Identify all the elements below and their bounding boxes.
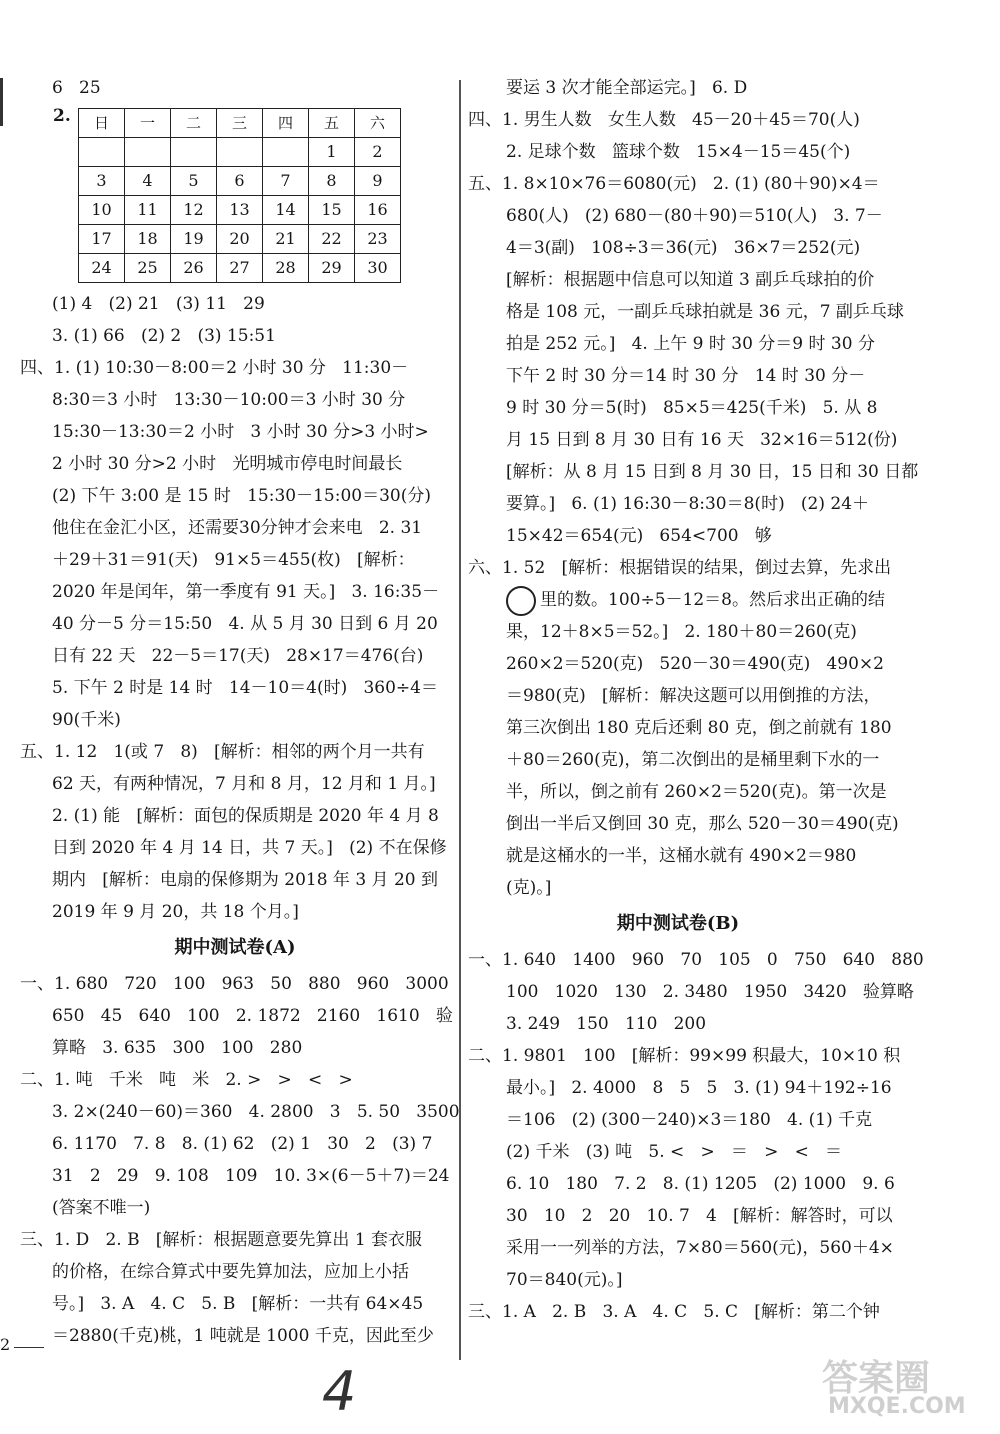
- calendar-row: [79, 196, 401, 225]
- answer-line: 要运 3 次才能全部运完。] 6. D: [506, 78, 748, 98]
- answer-line: 15×42＝654(元) 654<700 够: [506, 526, 772, 546]
- calendar-cell: [263, 138, 309, 167]
- answer-line: 100 1020 130 2. 3480 1950 3420 验算略: [506, 982, 914, 1002]
- calendar-cell: 8: [309, 167, 355, 196]
- answer-line: 拍是 252 元。] 4. 上午 9 时 30 分＝9 时 30 分: [506, 334, 875, 354]
- calendar-cell: 20: [217, 225, 263, 254]
- answer-line: ＝106 (2) (300－240)×3＝180 4. (1) 千克: [506, 1110, 873, 1130]
- calendar-cell: 4: [125, 167, 171, 196]
- answer-line: ＋29＋31＝91(天) 91×5＝455(枚) [解析：: [52, 550, 415, 570]
- answer-line: 三、1. D 2. B [解析：根据题意要先算出 1 套衣服: [20, 1230, 423, 1250]
- answer-line: (答案不唯一): [52, 1198, 151, 1218]
- answer-line: 2. (1) 能 [解析：面包的保质期是 2020 年 4 月 8: [52, 806, 439, 826]
- answer-line: 六、1. 52 [解析：根据错误的结果，倒过去算，先求出: [468, 558, 892, 578]
- answer-line: [468, 584, 888, 616]
- answer-line: 260×2＝520(克) 520－30＝490(克) 490×2: [506, 654, 884, 674]
- answer-line: (2) 下午 3:00 是 15 时 15:30－15:00＝30(分): [52, 486, 431, 506]
- calendar-cell: 10: [79, 196, 125, 225]
- calendar-header-row: [79, 109, 401, 138]
- calendar-cell: [79, 138, 125, 167]
- edge-page-number: 2: [0, 1335, 11, 1354]
- answer-line: 倒出一半后又倒回 30 克，那么 520－30＝490(克): [506, 814, 899, 834]
- answer-line: 三、1. A 2. B 3. A 4. C 5. C [解析：第二个钟: [468, 1302, 880, 1322]
- calendar-cell: 2: [355, 138, 401, 167]
- answer-line: 二、1. 吨 千米 吨 米 2. > > < >: [20, 1070, 353, 1090]
- calendar-cell: 18: [125, 225, 171, 254]
- answer-line: ＋80＝260(克)，第二次倒出的是桶里剩下水的一: [506, 750, 880, 770]
- calendar-cell: 7: [263, 167, 309, 196]
- answer-line: 采用一一列举的方法，7×80＝560(元)，560＋4×: [506, 1238, 894, 1258]
- answer-line: 62 天，有两种情况，7 月和 8 月，12 月和 1 月。]: [52, 774, 436, 794]
- answer-line: 6. 1170 7. 8 8. (1) 62 (2) 1 30 2 (3) 7: [52, 1134, 433, 1154]
- calendar-cell: 16: [355, 196, 401, 225]
- calendar-header-cell: 二: [171, 109, 217, 138]
- calendar-cell: 14: [263, 196, 309, 225]
- calendar-header-cell: 三: [217, 109, 263, 138]
- answer-line: 3. 2×(240－60)＝360 4. 2800 3 5. 50 3500: [52, 1102, 460, 1122]
- calendar-cell: 12: [171, 196, 217, 225]
- calendar-cell: [217, 138, 263, 167]
- calendar-cell: 23: [355, 225, 401, 254]
- answer-line: 五、1. 8×10×76＝6080(元) 2. (1) (80＋90)×4＝: [468, 174, 880, 194]
- answer-line: 2020 年是闰年，第一季度有 91 天。] 3. 16:35－: [52, 582, 440, 602]
- answer-line: 90(千米): [52, 710, 121, 730]
- calendar-cell: 13: [217, 196, 263, 225]
- answer-line: 30 10 2 20 10. 7 4 [解析：解答时，可以: [506, 1206, 893, 1226]
- calendar-header-cell: 五: [309, 109, 355, 138]
- answer-line: 四、1. 男生人数 女生人数 45－20＋45＝70(人): [468, 110, 860, 130]
- answer-line: 半，所以，倒之前有 260×2＝520(克)。第一次是: [506, 782, 887, 802]
- calendar-header-cell: 四: [263, 109, 309, 138]
- binding-edge-mark: [0, 78, 13, 126]
- watermark-text: 答案圈: [822, 1358, 931, 1399]
- answer-line: ＝2880(千克)桃，1 吨就是 1000 千克，因此至少: [52, 1326, 434, 1346]
- answer-line: 31 2 29 9. 108 109 10. 3×(6－5＋7)＝24: [52, 1166, 450, 1186]
- answer-line: 3. (1) 66 (2) 2 (3) 15:51: [52, 326, 276, 346]
- answer-line: [解析：从 8 月 15 日到 8 月 30 日，15 日和 30 日都: [506, 462, 919, 482]
- answer-line: 号。] 3. A 4. C 5. B [解析：一共有 64×45: [52, 1294, 424, 1314]
- answer-line: 要算。] 6. (1) 16:30－8:30＝8(时) (2) 24＋: [506, 494, 870, 514]
- answer-line: 15:30－13:30＝2 小时 3 小时 30 分>3 小时>: [52, 422, 429, 442]
- calendar-cell: 6: [217, 167, 263, 196]
- calendar-row: [79, 225, 401, 254]
- calendar-header-cell: 六: [355, 109, 401, 138]
- question-number: 2.: [53, 106, 71, 126]
- watermark-logo: [800, 1348, 990, 1428]
- calendar-cell: 19: [171, 225, 217, 254]
- answer-line: 8:30＝3 小时 13:30－10:00＝3 小时 30 分: [52, 390, 406, 410]
- answer-line: 2. 足球个数 篮球个数 15×4－15＝45(个): [506, 142, 851, 162]
- section-title: 期中测试卷(B): [616, 913, 740, 934]
- calendar-cell: 29: [309, 254, 355, 283]
- calendar-cell: 24: [79, 254, 125, 283]
- answer-line: 果，12＋8×5＝52。] 2. 180＋80＝260(克): [506, 622, 857, 642]
- calendar-table: [78, 108, 401, 283]
- answer-text: 里的数。100÷5－12＝8。然后求出正确的结: [540, 590, 885, 610]
- answer-line: 算略 3. 635 300 100 280: [52, 1038, 303, 1058]
- answer-line: 70＝840(元)。]: [506, 1270, 623, 1290]
- calendar-cell: 11: [125, 196, 171, 225]
- calendar-row: [79, 138, 401, 167]
- answer-line: 下午 2 时 30 分＝14 时 30 分 14 时 30 分－: [506, 366, 866, 386]
- column-divider: [459, 80, 461, 1360]
- calendar-cell: 15: [309, 196, 355, 225]
- answer-line: 3. 249 150 110 200: [506, 1014, 707, 1034]
- answer-line: (1) 4 (2) 21 (3) 11 29: [52, 294, 265, 314]
- calendar-cell: 25: [125, 254, 171, 283]
- answer-line: 40 分－5 分＝15:50 4. 从 5 月 30 日到 6 月 20: [52, 614, 438, 634]
- calendar-cell: 5: [171, 167, 217, 196]
- answer-line: 6 25: [52, 78, 101, 98]
- calendar-header-cell: 一: [125, 109, 171, 138]
- answer-line: 6. 10 180 7. 2 8. (1) 1205 (2) 1000 9. 6: [506, 1174, 895, 1194]
- calendar-cell: 22: [309, 225, 355, 254]
- calendar-cell: [171, 138, 217, 167]
- answer-line: 日有 22 天 22－5＝17(天) 28×17＝476(台): [52, 646, 424, 666]
- calendar-cell: 26: [171, 254, 217, 283]
- answer-line: [解析：根据题中信息可以知道 3 副乒乓球拍的价: [506, 270, 875, 290]
- calendar-row: [79, 254, 401, 283]
- calendar-header-cell: 日: [79, 109, 125, 138]
- calendar-cell: 28: [263, 254, 309, 283]
- answer-line: 日到 2020 年 4 月 14 日，共 7 天。] (2) 不在保修: [52, 838, 447, 858]
- answer-line: ＝980(克) [解析：解决这题可以用倒推的方法，: [506, 686, 881, 706]
- answer-line: 4＝3(副) 108÷3＝36(元) 36×7＝252(元): [506, 238, 861, 258]
- answer-line: 5. 下午 2 时是 14 时 14－10＝4(时) 360÷4＝: [52, 678, 438, 698]
- left-column: [20, 72, 460, 1352]
- calendar-cell: 9: [355, 167, 401, 196]
- answer-line: 最小。] 2. 4000 8 5 5 3. (1) 94＋192÷16: [506, 1078, 892, 1098]
- calendar-cell: 27: [217, 254, 263, 283]
- calendar-cell: 30: [355, 254, 401, 283]
- calendar-cell: [125, 138, 171, 167]
- answer-line: 格是 108 元，一副乒乓球拍就是 36 元，7 副乒乓球: [506, 302, 904, 322]
- answer-line: 五、1. 12 1(或 7 8) [解析：相邻的两个月一共有: [20, 742, 425, 762]
- right-column: [468, 72, 924, 1328]
- blank-circle-icon: [506, 586, 536, 616]
- answer-line: 650 45 640 100 2. 1872 2160 1610 验: [52, 1006, 453, 1026]
- answer-line: 2019 年 9 月 20，共 18 个月。]: [52, 902, 299, 922]
- answer-line: 期内 [解析：电扇的保修期为 2018 年 3 月 20 到: [52, 870, 438, 890]
- answer-line: 月 15 日到 8 月 30 日有 16 天 32×16＝512(份): [506, 430, 898, 450]
- answer-line: (2) 千米 (3) 吨 5. < > ＝ > < ＝: [506, 1142, 843, 1162]
- answer-line: 一、1. 680 720 100 963 50 880 960 3000: [20, 974, 449, 994]
- answer-line: 的价格，在综合算式中要先算加法，应加上小括: [52, 1262, 409, 1282]
- answer-line: 2 小时 30 分>2 小时 光明城市停电时间最长: [52, 454, 403, 474]
- calendar-block: [20, 104, 450, 288]
- answer-line: (克)。]: [506, 878, 552, 898]
- calendar-cell: 17: [79, 225, 125, 254]
- section-title: 期中测试卷(A): [174, 937, 296, 958]
- answer-line: 二、1. 9801 100 [解析：99×99 积最大，10×10 积: [468, 1046, 901, 1066]
- answer-line: 四、1. (1) 10:30－8:00＝2 小时 30 分 11:30－: [20, 358, 409, 378]
- answer-line: 9 时 30 分＝5(时) 85×5＝425(千米) 5. 从 8: [506, 398, 878, 418]
- calendar-cell: 1: [309, 138, 355, 167]
- answer-line: 一、1. 640 1400 960 70 105 0 750 640 880: [468, 950, 924, 970]
- handwritten-page-number: 4: [322, 1360, 357, 1423]
- answer-line: 就是这桶水的一半，这桶水就有 490×2＝980: [506, 846, 857, 866]
- watermark-url: MXQE.COM: [828, 1394, 966, 1419]
- answer-line: 他住在金汇小区，还需要30分钟才会来电 2. 31: [52, 518, 423, 538]
- calendar-row: [79, 167, 401, 196]
- calendar-cell: 21: [263, 225, 309, 254]
- calendar-cell: 3: [79, 167, 125, 196]
- answer-line: 第三次倒出 180 克后还剩 80 克，倒之前就有 180: [506, 718, 892, 738]
- answer-line: 680(人) (2) 680－(80＋90)＝510(人) 3. 7－: [506, 206, 883, 226]
- edge-dash: [14, 1347, 44, 1348]
